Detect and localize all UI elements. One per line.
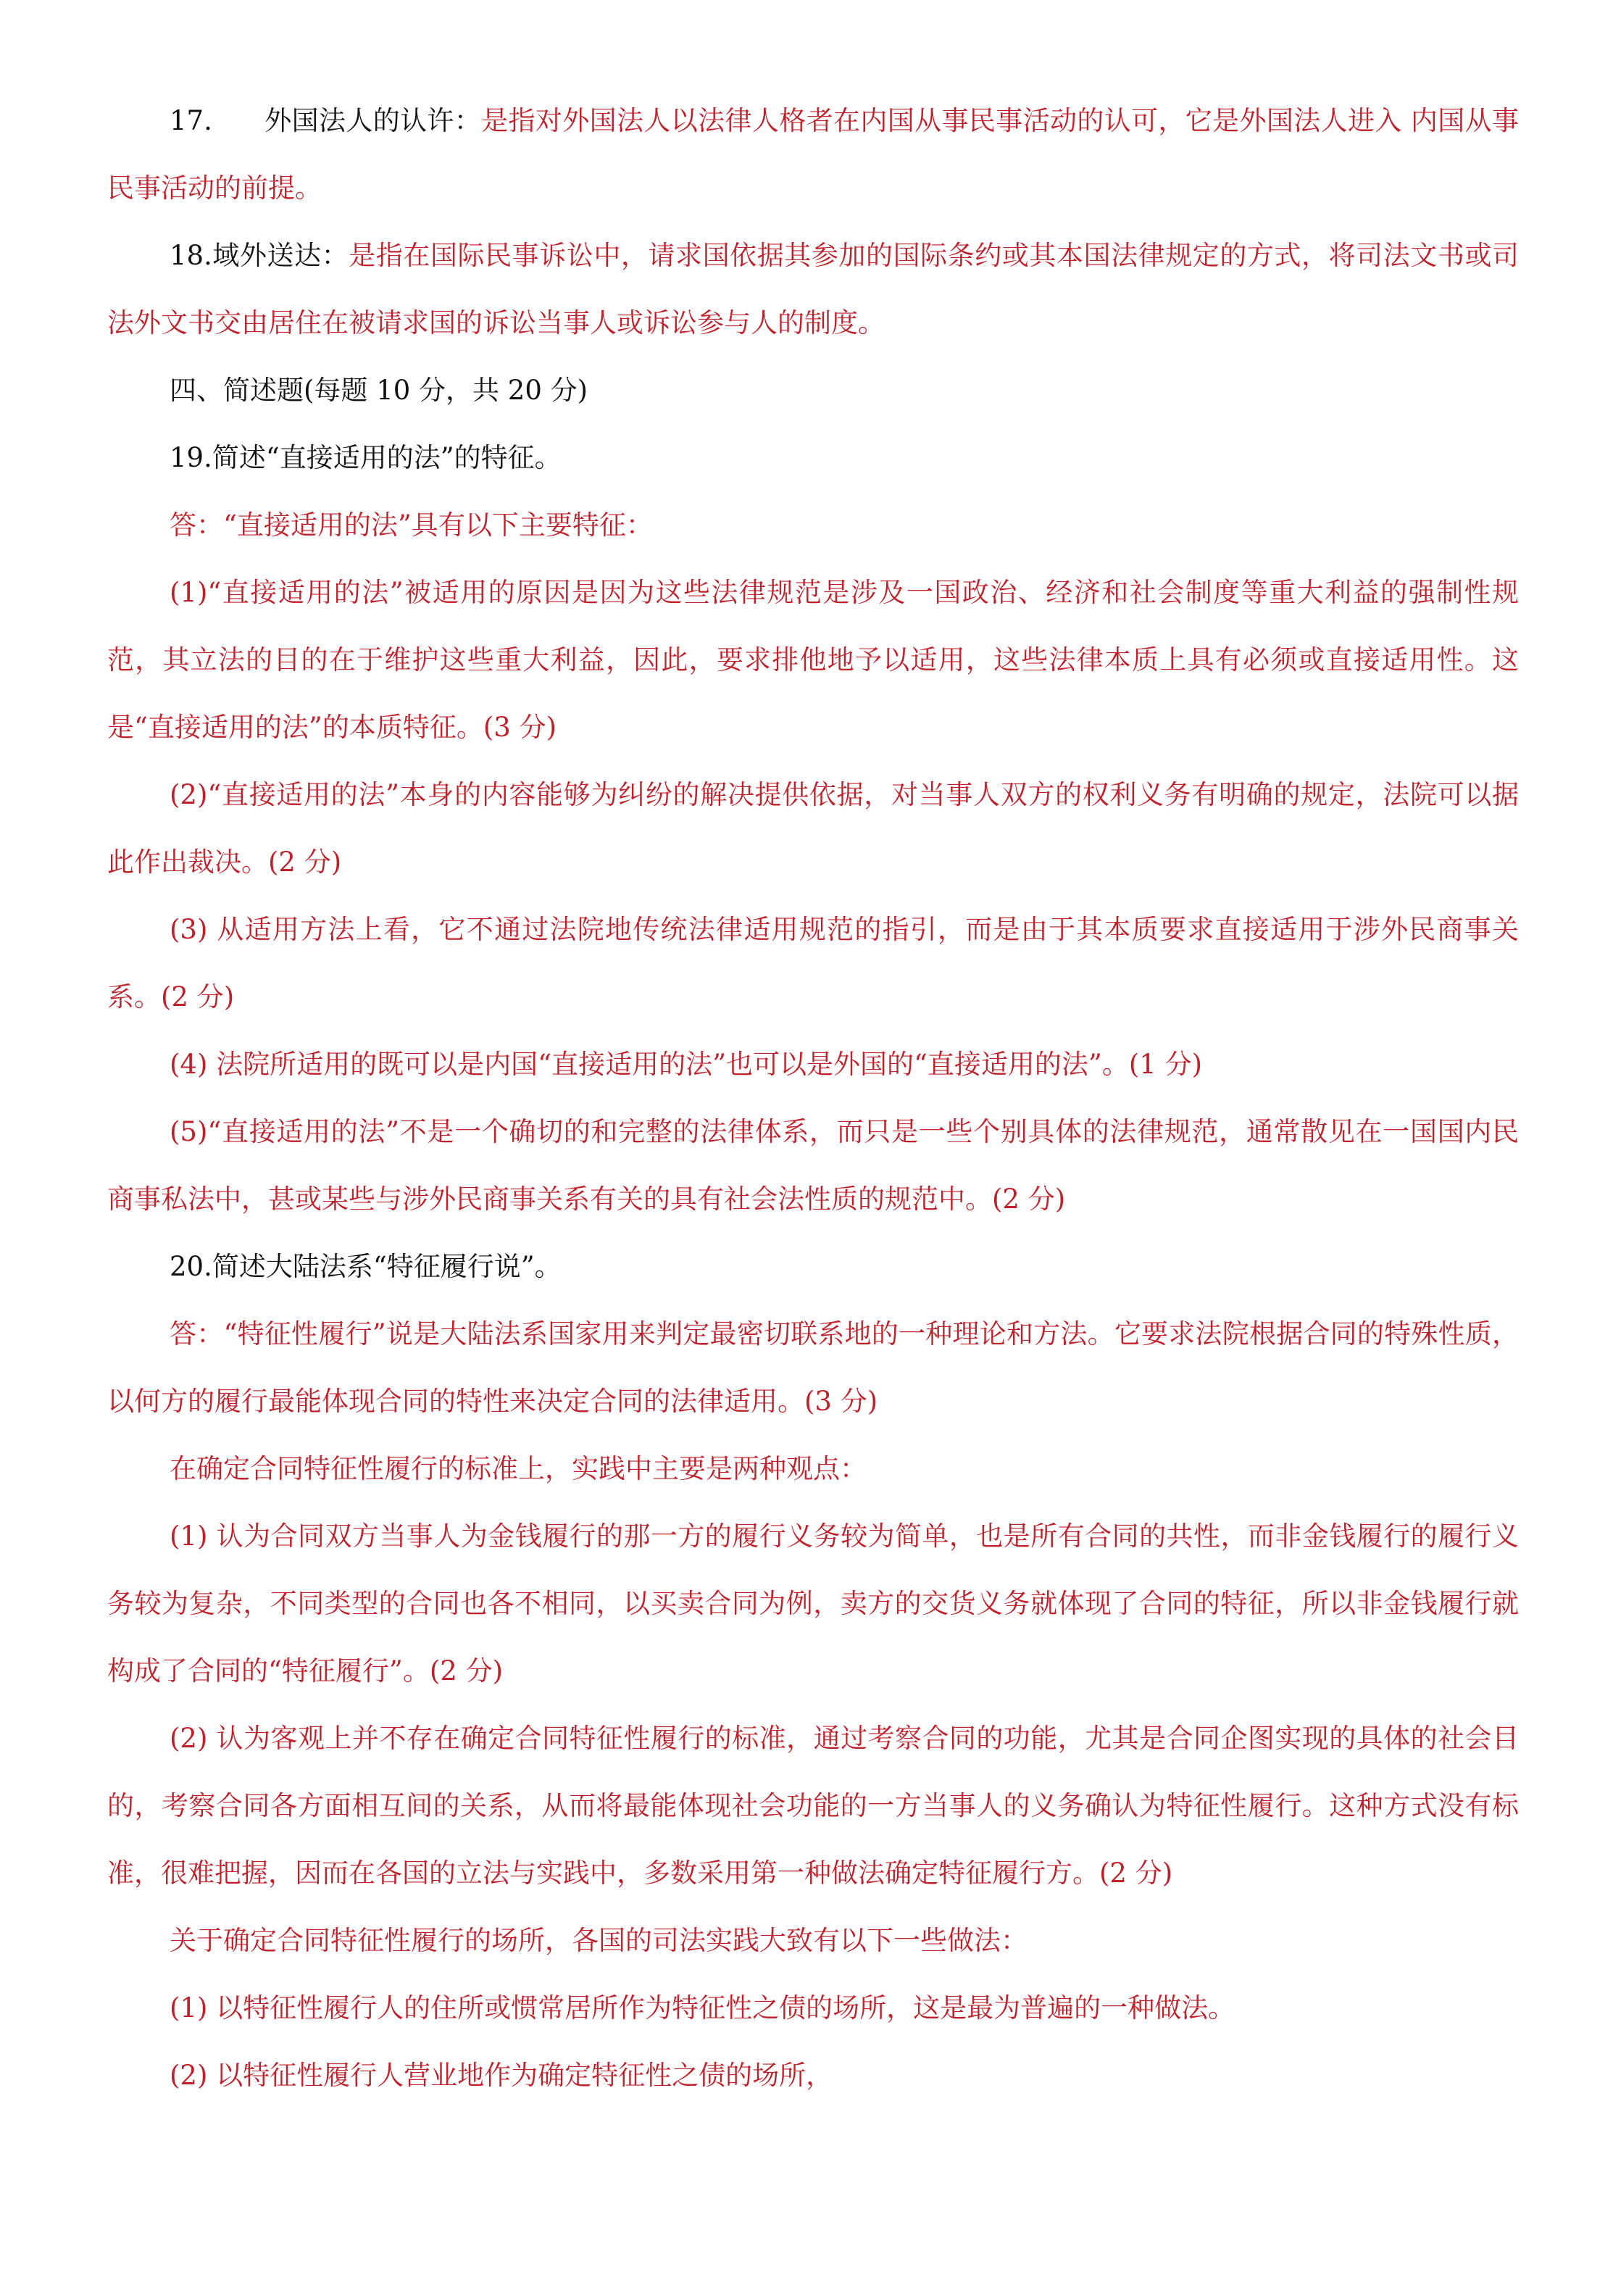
term-definition: 是指在国际民事诉讼中，请求国依据其参加的国际条约或其本国法律规定的方式，将司法文书或司法外文书交由居住在被请求国的诉讼当事人或诉讼参与人的制度。 — [107, 240, 1520, 338]
term-label: 外国法人的认许： — [264, 105, 482, 136]
answer-20-standard — [107, 1435, 1519, 1502]
answer-text: (2) 以特征性履行人营业地作为确定特征性之债的场所， — [170, 2060, 833, 2091]
answer-text: 答：“直接适用的法”具有以下主要特征： — [170, 509, 653, 541]
answer-text: (5)“直接适用的法”不是一个确切的和完整的法律体系，而只是一些个别具体的法律规范，通常散见在一国国内民商事私法中，甚或某些与涉外民商事关系有关的具有社会法性质的规范中。(2 分) — [107, 1116, 1519, 1215]
answer-text: (1) 以特征性履行人的住所或惯常居所作为特征性之债的场所，这是最为普遍的一种做法。 — [170, 1992, 1235, 2023]
answer-19-intro — [107, 491, 1519, 559]
answer-19-point-1 — [107, 559, 1519, 761]
document-page — [107, 87, 1519, 2109]
answer-text: 答：“特征性履行”说是大陆法系国家用来判定最密切联系地的一种理论和方法。它要求法院根据合同的特殊性质，以何方的履行最能体现合同的特性来决定合同的法律适用。(3 分) — [107, 1318, 1519, 1417]
answer-20-view-2 — [107, 1705, 1519, 1907]
answer-text: 关于确定合同特征性履行的场所，各国的司法实践大致有以下一些做法： — [170, 1925, 1028, 1956]
term-label: 18.域外送达： — [170, 240, 349, 271]
answer-19-point-4 — [107, 1031, 1519, 1098]
answer-text: (2)“直接适用的法”本身的内容能够为纠纷的解决提供依据，对当事人双方的权利义务有明确的规定，法院可以据此作出裁决。(2 分) — [107, 779, 1519, 878]
answer-19-point-5 — [107, 1098, 1519, 1233]
answer-19-point-2 — [107, 761, 1519, 896]
answer-19-point-3 — [107, 896, 1519, 1031]
paragraph-17 — [107, 87, 1519, 222]
section-heading — [107, 357, 1519, 424]
answer-20-view-1 — [107, 1502, 1519, 1705]
answer-text: (3) 从适用方法上看，它不通过法院地传统法律适用规范的指引，而是由于其本质要求直接适用于涉外民商事关系。(2 分) — [107, 914, 1519, 1012]
section-title: 四、简述题(每题 10 分，共 20 分) — [170, 375, 588, 406]
answer-text: 在确定合同特征性履行的标准上，实践中主要是两种观点： — [170, 1453, 867, 1484]
term-definition: 是指对外国法人以法律人格者在内国从事民事活动的认可，它是外国法人进入 内国从事民事活动的前提。 — [107, 105, 1520, 204]
answer-20-place-1 — [107, 1974, 1519, 2042]
answer-20-intro — [107, 1300, 1519, 1435]
answer-text: (1)“直接适用的法”被适用的原因是因为这些法律规范是涉及一国政治、经济和社会制度等重大利益的强制性规范，其立法的目的在于维护这些重大利益，因此，要求排他地予以适用，这些法律本质上具有必须或直接适用性。这是“直接适用的法”的本质特征。(3 分) — [107, 577, 1519, 743]
answer-20-place-intro — [107, 1907, 1519, 1974]
question-20 — [107, 1233, 1519, 1300]
question-text: 19.简述“直接适用的法”的特征。 — [170, 442, 562, 473]
paragraph-18 — [107, 222, 1519, 357]
answer-text: (2) 认为客观上并不存在确定合同特征性履行的标准，通过考察合同的功能，尤其是合同企图实现的具体的社会目的，考察合同各方面相互间的关系，从而将最能体现社会功能的一方当事人的义务确认为特征性履行。这种方式没有标准，很难把握，因而在各国的立法与实践中，多数采用第一种做法确定特征履行方。(2 分) — [107, 1723, 1519, 1889]
answer-text: (4) 法院所适用的既可以是内国“直接适用的法”也可以是外国的“直接适用的法”。(1 分) — [170, 1049, 1203, 1080]
item-number: 17. — [170, 105, 212, 136]
question-text: 20.简述大陆法系“特征履行说”。 — [170, 1251, 562, 1282]
answer-text: (1) 认为合同双方当事人为金钱履行的那一方的履行义务较为简单，也是所有合同的共性，而非金钱履行的履行义务较为复杂，不同类型的合同也各不相同，以买卖合同为例，卖方的交货义务就体现了合同的特征，所以非金钱履行就构成了合同的“特征履行”。(2 分) — [107, 1521, 1519, 1686]
question-19 — [107, 424, 1519, 491]
answer-20-place-2 — [107, 2042, 1519, 2109]
